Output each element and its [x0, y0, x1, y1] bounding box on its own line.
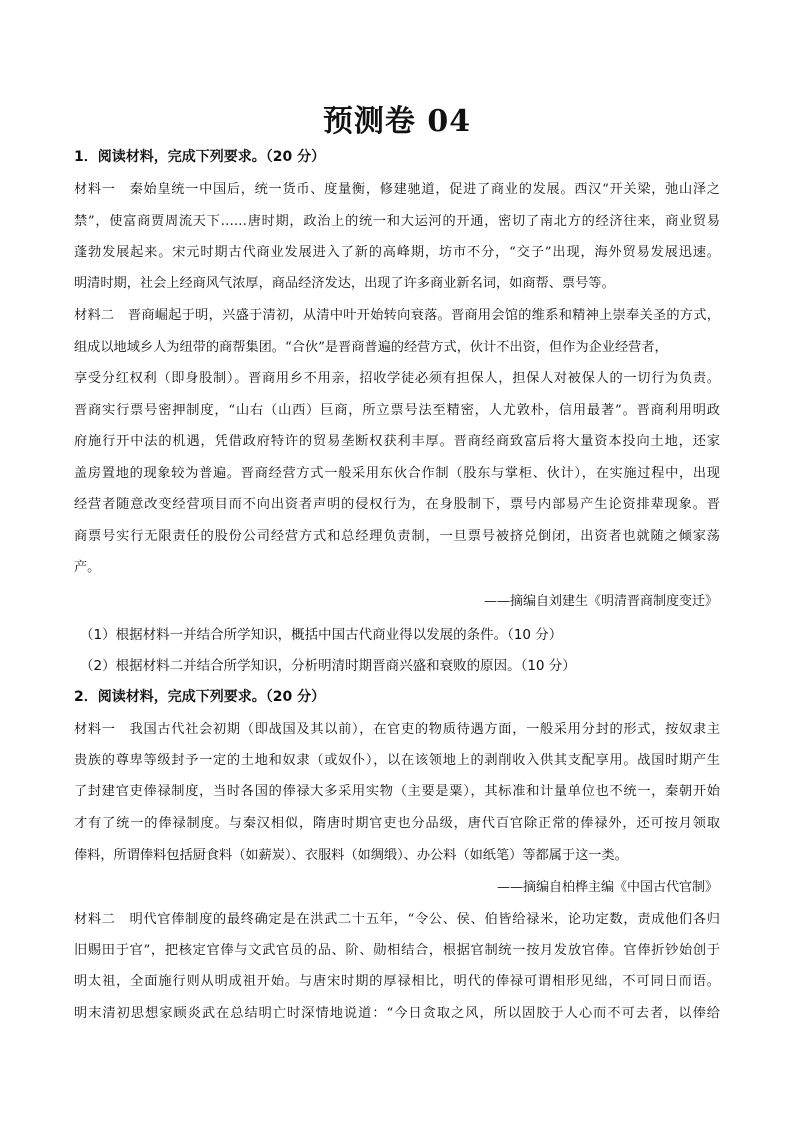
q2-material2-line: 明末清初思想家顾炎武在总结明亡时深情地说道：“今日贪取之风，所以固胶于人心而不可去者，以俸给 — [74, 1006, 720, 1021]
q2-material2-line: 旧赐田于官”，把核定官俸与文武官员的品、阶、勋相结合，根据官制统一按月发放官俸。官俸折钞始创于 — [74, 943, 720, 958]
q2-material2-line: 明太祖，全面施行则从明成祖开始。与唐宋时期的厚禄相比，明代的俸禄可谓相形见绌，不可同日而语。 — [74, 974, 720, 989]
q2-material2-line: 材料二 明代官俸制度的最终确定是在洪武二十五年，“令公、侯、伯皆给禄米，论功定数，责成他们各归 — [74, 912, 720, 927]
q1-material2-line: 府施行开中法的机遇，凭借政府特许的贸易垄断权获利丰厚。晋商经商致富后将大量资本投向土地，还家 — [74, 434, 720, 449]
q1-heading: 1．阅读材料，完成下列要求。（20 分） — [74, 149, 326, 165]
q2-material1-line: 了封建官吏俸禄制度，当时各国的俸禄大多采用实物（主要是粟），其标准和计量单位也不统一，秦朝开始 — [74, 784, 720, 799]
q2-heading: 2．阅读材料，完成下列要求。（20 分） — [74, 689, 326, 705]
q2-material1-line: 才有了统一的俸禄制度。与秦汉相似，隋唐时期官吏也分品级，唐代百官除正常的俸禄外，还可按月领取 — [74, 816, 720, 831]
q1-material2-line: 商票号实行无限责任的股份公司经营方式和总经理负责制，一旦票号被挤兑倒闭，出资者也就随之倾家荡 — [74, 529, 720, 544]
q1-subquestion-1: （1）根据材料一并结合所学知识，概括中国古代商业得以发展的条件。（10 分） — [80, 627, 563, 643]
q1-material2-line: 盖房置地的现象较为普遍。晋商经营方式一般采用东伙合作制（股东与掌柜、伙计），在实施过程中，出现 — [74, 466, 720, 481]
q2-material1-line: 俸料，所谓俸料包括厨食料（如薪炭）、衣服料（如绸缎）、办公料（如纸笔）等都属于这一类。 — [74, 848, 628, 863]
q1-material1-line: 明清时期，社会上经商风气浓厚，商品经济发达，出现了许多商业新名词，如商帮、票号等。 — [74, 276, 615, 291]
q1-source: ——摘编自刘建生《明清晋商制度变迁》 — [483, 594, 718, 609]
q2-material1-line: 材料一 我国古代社会初期（即战国及其以前），在官吏的物质待遇方面，一般采用分封的形式，按奴隶主 — [74, 722, 720, 737]
page-title: 预测卷 04 — [322, 104, 472, 139]
q1-subquestion-2: （2）根据材料二并结合所学知识，分析明清时期晋商兴盛和衰败的原因。（10 分） — [80, 658, 576, 674]
q1-material1-line: 禁”，使富商贾周流天下……唐时期，政治上的统一和大运河的开通，密切了南北方的经济往来，商业贸易 — [74, 214, 720, 229]
q1-material2-line: 享受分红权利（即身股制）。晋商用乡不用亲，招收学徒必须有担保人，担保人对被保人的一切行为负责。 — [74, 371, 720, 386]
q1-material1-line: 蓬勃发展起来。宋元时期古代商业发展进入了新的高峰期，坊市不分，“交子”出现，海外贸易发展迅速。 — [74, 245, 720, 260]
q2-source: ——摘编自柏桦主编《中国古代官制》 — [496, 880, 718, 895]
q1-material2-line: 经营者随意改变经营项目而不向出资者声明的侵权行为，在身股制下，票号内部易产生论资排辈现象。晋 — [74, 497, 720, 512]
q1-material2-line: 材料二 晋商崛起于明，兴盛于清初，从清中叶开始转向衰落。晋商用会馆的维系和精神上崇奉关圣的方式， — [74, 308, 720, 323]
q2-material1-line: 贵族的尊卑等级封予一定的土地和奴隶（或奴仆），以在该领地上的剥削收入供其支配享用。战国时期产生 — [74, 753, 720, 768]
q1-material1-line: 材料一 秦始皇统一中国后，统一货币、度量衡，修建驰道，促进了商业的发展。西汉“开关梁，弛山泽之 — [74, 182, 720, 197]
q1-material2-line: 产。 — [74, 560, 101, 575]
q1-material2-line: 晋商实行票号密押制度，“山右（山西）巨商，所立票号法至精密，人尤敦朴，信用最著”。晋商利用明政 — [74, 403, 720, 418]
q1-material2-line: 组成以地域乡人为纽带的商帮集团。“合伙”是晋商普遍的经营方式，伙计不出资，但作为企业经营者， — [74, 340, 668, 355]
